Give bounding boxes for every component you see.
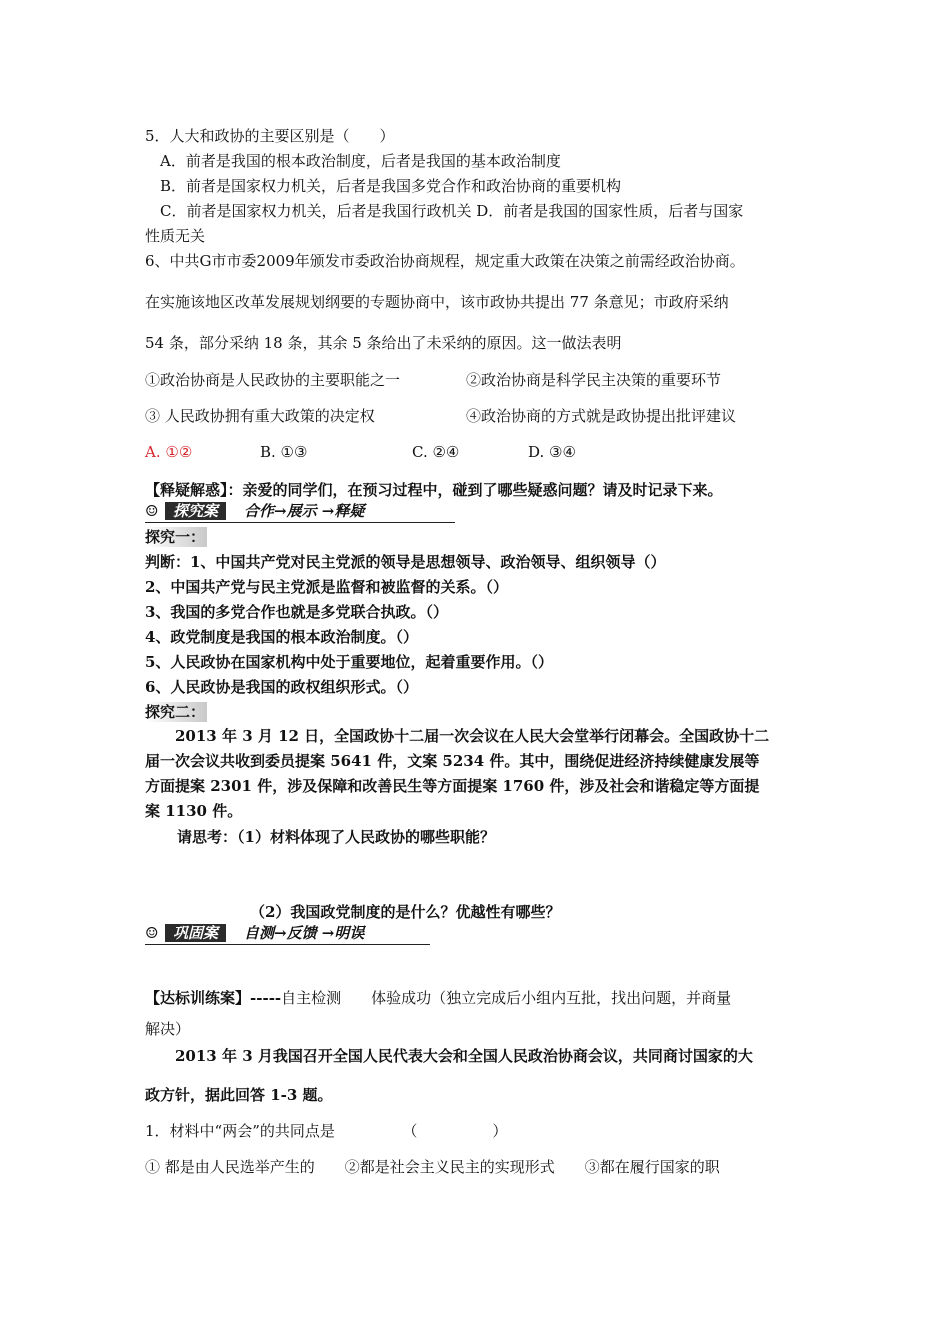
- q6-line-2: 在实施该地区改革发展规划纲要的专题协商中，该市政协共提出 77 条意见；市政府采纳: [145, 293, 729, 311]
- explore-1-item: 判断：1、中国共产党对民主党派的领导是思想领导、政治领导、组织领导（）: [145, 553, 666, 571]
- q6-line-1: 6、中共G市市委2009年颁发市委政治协商规程，规定重大政策在决策之前需经政治协商。: [145, 252, 745, 270]
- q6-option-4: ④政治协商的方式就是政协提出批评建议: [466, 407, 737, 425]
- doubt-label: 【释疑解惑】: [145, 481, 228, 499]
- section-header-explore: [145, 500, 455, 523]
- explore-2-paragraph: 2013 年 3 月 12 日，全国政协十二届一次会议在人民大会堂举行闭幕会。全国政协十二: [175, 727, 770, 745]
- section-flow: 自测→反馈 →明误: [244, 924, 365, 942]
- q5-option-c-cont: 性质无关: [145, 227, 206, 245]
- explore-1-item: 5、人民政协在国家机构中处于重要地位，起着重要作用。（）: [145, 653, 553, 671]
- explore-2-paragraph: 届一次会议共收到委员提案 5641 件，文案 5234 件。其中，围绕促进经济持续健康发展等: [145, 752, 760, 770]
- training-line-2: 解决）: [145, 1020, 191, 1038]
- explore-2-title-bar: [145, 702, 207, 722]
- section-header-consolidate: [145, 922, 430, 945]
- explore-2-paragraph: 方面提案 2301 件，涉及保障和改善民生等方面提案 1760 件，涉及社会和谐稳定等方面提: [145, 777, 760, 795]
- training-text: 自主检测 体验成功（独立完成后小组内互批，找出问题，并商量: [281, 989, 732, 1007]
- explore-1-item: 2、中国共产党与民主党派是监督和被监督的关系。（）: [145, 578, 508, 596]
- q6-option-2: ②政治协商是科学民主决策的重要环节: [466, 371, 722, 389]
- q5-option-a: A．前者是我国的根本政治制度，后者是我国的基本政治制度: [160, 152, 561, 170]
- training-q1-options: ① 都是由人民选举产生的 ②都是社会主义民主的实现形式 ③都在履行国家的职: [145, 1158, 720, 1176]
- training-q1-stem: 1．材料中“两会”的共同点是 （ ）: [145, 1122, 508, 1140]
- section-tag: 巩固案: [165, 924, 226, 942]
- training-intro-1: 2013 年 3 月我国召开全国人民代表大会和全国人民政治协商会议，共同商讨国家的大: [175, 1047, 753, 1065]
- explore-2-think-1: 请思考：（1）材料体现了人民政协的哪些职能？: [177, 828, 495, 846]
- q5-option-b: B．前者是国家权力机关，后者是我国多党合作和政治协商的重要机构: [160, 177, 622, 195]
- smile-icon: ☺: [145, 502, 159, 520]
- training-label: 【达标训练案】: [145, 989, 251, 1007]
- training-intro-2: 政方针，据此回答 1-3 题。: [145, 1086, 333, 1104]
- q6-answer-a: A. ①②: [145, 443, 193, 461]
- explore-2-paragraph: 案 1130 件。: [145, 802, 243, 820]
- q6-option-1: ①政治协商是人民政协的主要职能之一: [145, 371, 401, 389]
- q6-answer-c: C. ②④: [412, 443, 460, 461]
- q6-answer-d: D. ③④: [528, 443, 576, 461]
- explore-2-think-2: （2）我国政党制度的是什么？优越性有哪些？: [250, 903, 561, 921]
- q6-line-3: 54 条，部分采纳 18 条，其余 5 条给出了未采纳的原因。这一做法表明: [145, 334, 622, 352]
- section-tag: 探究案: [165, 502, 226, 520]
- explore-2-title: 探究二：: [145, 703, 206, 721]
- doubt-text: ：亲爱的同学们，在预习过程中，碰到了哪些疑惑问题？请及时记录下来。: [227, 481, 723, 499]
- training-dash: -----: [250, 989, 282, 1007]
- q6-answer-b: B. ①③: [260, 443, 308, 461]
- q5-option-c: C．前者是国家权力机关，后者是我国行政机关 D．前者是我国的国家性质，后者与国家: [160, 202, 744, 220]
- explore-1-item: 6、人民政协是我国的政权组织形式。（）: [145, 678, 418, 696]
- training-line-1: [145, 988, 731, 1008]
- explore-1-title-bar: [145, 527, 207, 547]
- doubt-prompt: [145, 480, 723, 500]
- q6-option-3: ③ 人民政协拥有重大政策的决定权: [145, 407, 375, 425]
- explore-1-item: 3、我国的多党合作也就是多党联合执政。（）: [145, 603, 448, 621]
- explore-1-title: 探究一：: [145, 528, 206, 546]
- section-flow: 合作→展示 →释疑: [244, 502, 365, 520]
- explore-1-item: 4、政党制度是我国的根本政治制度。（）: [145, 628, 418, 646]
- smile-icon: ☺: [145, 924, 159, 942]
- q5-stem: 5．人大和政协的主要区别是（ ）: [145, 127, 395, 145]
